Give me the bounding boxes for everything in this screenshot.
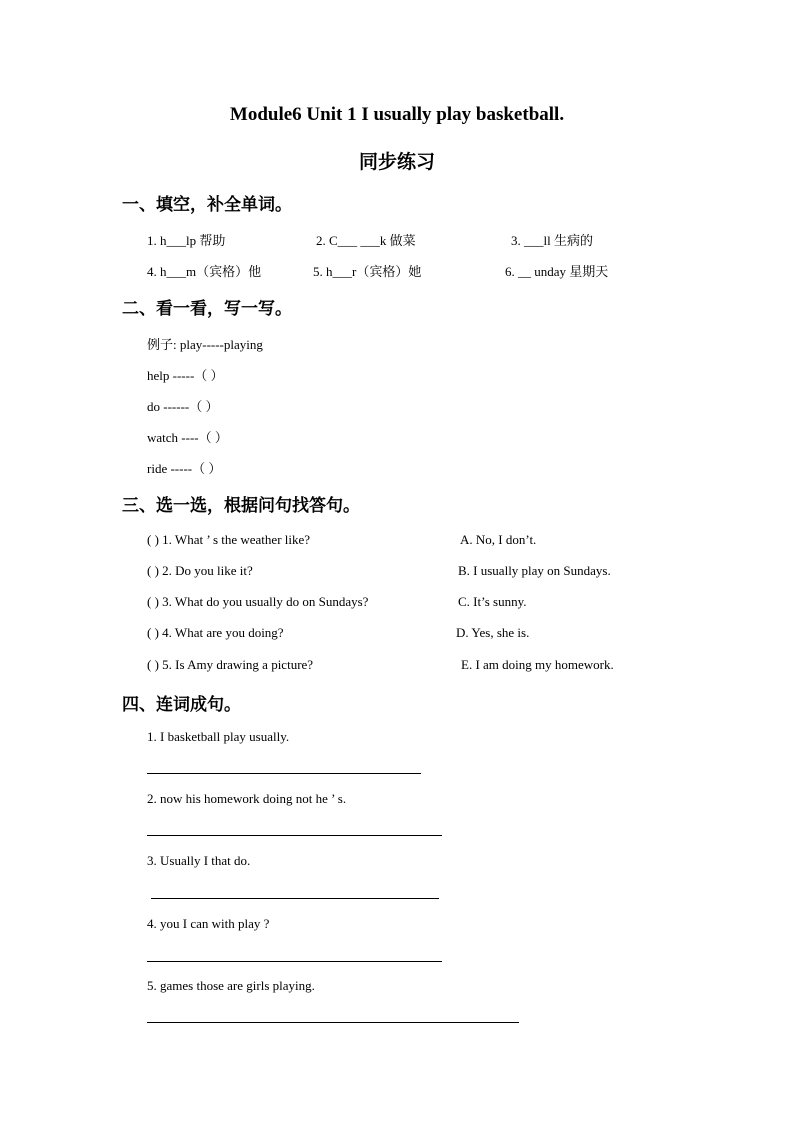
answer-a: A. No, I don’t.	[460, 532, 537, 547]
answer-line-2[interactable]	[147, 835, 442, 836]
answer-line-3[interactable]	[151, 898, 439, 899]
fill-item-5: 5. h___r（宾格）她	[313, 264, 422, 279]
verb-item-1: help -----（ ）	[147, 368, 224, 383]
answer-line-5[interactable]	[147, 1022, 519, 1023]
sentence-item-2: 2. now his homework doing not he ’ s.	[147, 791, 347, 806]
answer-line-1[interactable]	[147, 773, 421, 774]
sentence-item-3: 3. Usually I that do.	[147, 853, 251, 868]
section3-heading: 三、选一选，根据问句找答句。	[122, 496, 360, 516]
fill-item-6: 6. __ unday 星期天	[505, 264, 609, 279]
answer-c: C. It’s sunny.	[458, 594, 527, 609]
section4-heading: 四、连词成句。	[122, 695, 241, 715]
fill-item-4: 4. h___m（宾格）他	[147, 264, 262, 279]
verb-item-3: watch ----（ ）	[147, 430, 228, 445]
answer-line-4[interactable]	[147, 961, 442, 962]
example-line: 例子: play-----playing	[147, 337, 263, 352]
question-4: ( ) 4. What are you doing?	[147, 625, 284, 640]
answer-d: D. Yes, she is.	[456, 625, 530, 640]
question-3: ( ) 3. What do you usually do on Sundays?	[147, 594, 369, 609]
question-1: ( ) 1. What ’ s the weather like?	[147, 532, 311, 547]
section2-heading: 二、看一看，写一写。	[122, 299, 292, 319]
verb-item-2: do ------（ ）	[147, 399, 219, 414]
question-2: ( ) 2. Do you like it?	[147, 563, 253, 578]
sentence-item-1: 1. I basketball play usually.	[147, 729, 290, 744]
page-title: Module6 Unit 1 I usually play basketball.	[229, 104, 565, 125]
verb-item-4: ride -----（ ）	[147, 461, 222, 476]
fill-item-2: 2. C___ ___k 做菜	[316, 233, 416, 248]
page-subtitle: 同步练习	[358, 151, 435, 173]
sentence-item-5: 5. games those are girls playing.	[147, 978, 315, 993]
fill-item-3: 3. ___ll 生病的	[511, 233, 593, 248]
section1-heading: 一、填空，补全单词。	[122, 195, 292, 215]
sentence-item-4: 4. you I can with play ?	[147, 916, 270, 931]
question-5: ( ) 5. Is Amy drawing a picture?	[147, 657, 314, 672]
answer-b: B. I usually play on Sundays.	[458, 563, 611, 578]
answer-e: E. I am doing my homework.	[461, 657, 614, 672]
fill-item-1: 1. h___lp 帮助	[147, 233, 226, 248]
